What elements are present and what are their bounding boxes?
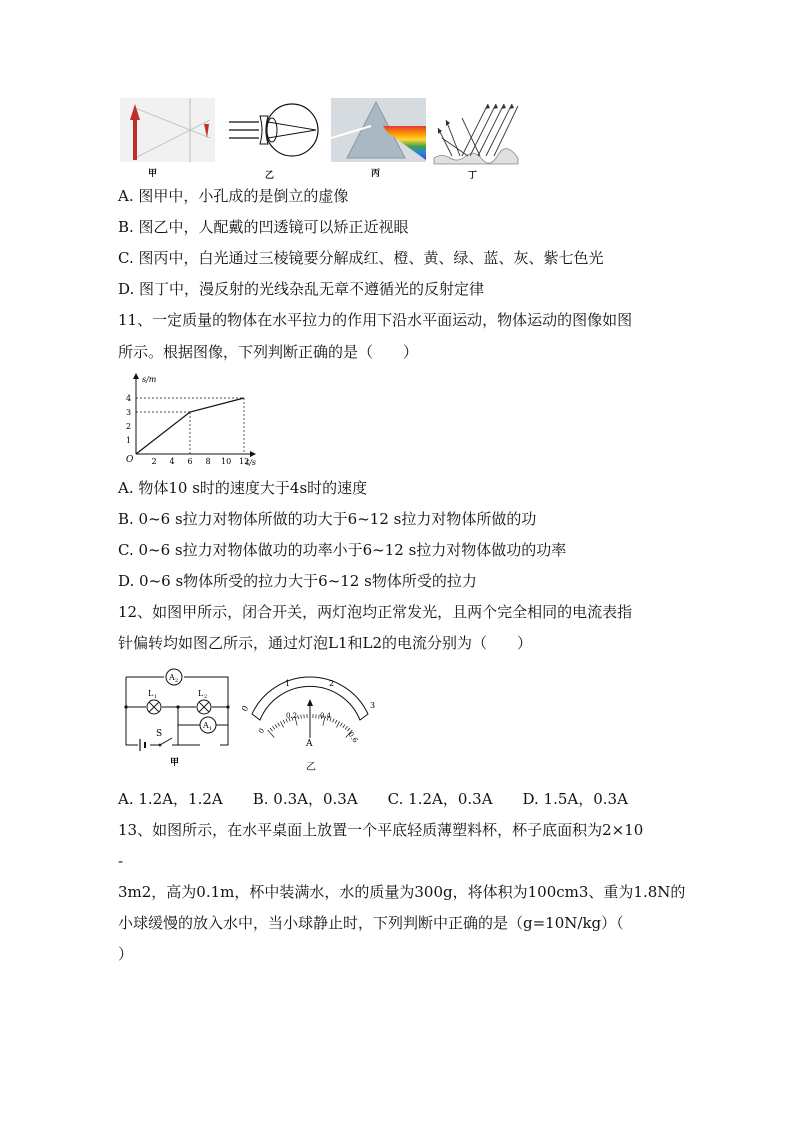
q11-option-b: B. 0~6 s拉力对物体所做的功大于6~12 s拉力对物体所做的功	[118, 510, 537, 528]
figure-circuit-jia	[120, 665, 240, 773]
q12-stem-line2: 针偏转均如图乙所示，通过灯泡L1和L2的电流分别为（ ）	[118, 634, 533, 652]
meter-top-1: 1	[285, 679, 291, 688]
meter-tick	[275, 724, 277, 727]
ammeter-a1-sub: 1	[209, 726, 213, 732]
q10-option-d: D. 图丁中，漫反射的光线杂乱无章不遵循光的反射定律	[118, 280, 485, 298]
ammeter-a1-label: A	[203, 721, 209, 730]
figure-jia-pinhole	[120, 98, 215, 178]
meter-tick	[283, 720, 285, 724]
figure-yi-eye-lens	[224, 100, 324, 180]
switch-label: S	[156, 729, 163, 739]
lamp-l2-label: L	[198, 689, 204, 698]
meter-bottom-0: 0	[257, 726, 267, 736]
meter-tick	[336, 721, 339, 727]
x-tick-label: 8	[205, 457, 211, 466]
lamp-l1-label: L	[148, 689, 154, 698]
meter-tick	[347, 728, 349, 731]
figure-ding-diffuse-reflection	[432, 98, 522, 180]
x-tick-label: 12	[239, 457, 250, 466]
meter-tick	[345, 726, 347, 729]
q13-line5: ）	[118, 945, 134, 963]
meter-bottom-3: 0.6	[346, 730, 360, 745]
x-tick-label: 10	[221, 457, 232, 466]
q13-line2: -	[118, 852, 124, 870]
q10-option-b: B. 图乙中，人配戴的凹透镜可以矫正近视眼	[118, 218, 409, 236]
x-axis-label: t/s	[246, 458, 257, 467]
q11-option-a: A. 物体10 s时的速度大于4s时的速度	[118, 479, 368, 497]
meter-top-0: 0	[240, 704, 251, 713]
q13-line4: 小球缓慢的放入水中，当小球静止时，下列判断中正确的是（g=10N/kg）（	[118, 914, 624, 932]
figure-jia-caption: 甲	[148, 169, 158, 178]
meter-top-2: 2	[329, 679, 335, 688]
x-tick-label: 6	[187, 457, 193, 466]
meter-bottom-1: 0.2	[286, 712, 298, 720]
q11-option-c: C. 0~6 s拉力对物体做功的功率小于6~12 s拉力对物体做功的功率	[118, 541, 567, 559]
q11-option-d: D. 0~6 s物体所受的拉力大于6~12 s物体所受的拉力	[118, 572, 477, 590]
x-tick-label: 4	[169, 457, 175, 466]
meter-bottom-2: 0.4	[320, 712, 332, 720]
meter-tick	[335, 720, 337, 724]
meter-tick	[270, 728, 272, 731]
q12-options: A. 1.2A，1.2A B. 0.3A，0.3A C. 1.2A，0.3A D. 1.5A，0.3A	[118, 790, 628, 808]
ammeter-a2-sub: 2	[175, 678, 179, 684]
meter-tick	[280, 721, 283, 727]
y-axis-arrow	[133, 373, 139, 379]
meter-tick	[343, 724, 345, 727]
q11-st-graph	[120, 370, 260, 468]
meter-symbol: A	[306, 739, 313, 749]
meter-caption: 乙	[306, 762, 316, 773]
figure-bing-caption: 丙	[371, 169, 381, 178]
x-axis-arrow	[250, 451, 256, 457]
meter-tick	[340, 723, 342, 726]
figure-ammeter-yi	[240, 672, 380, 778]
y-tick-label: 3	[126, 408, 132, 417]
q10-option-a: A. 图甲中，小孔成的是倒立的虚像	[118, 187, 349, 205]
q11-stem-line2: 所示。根据图像，下列判断正确的是（ ）	[118, 343, 419, 361]
meter-tick	[301, 715, 302, 719]
lamp-l1-sub: 1	[154, 694, 158, 700]
y-axis-label: s/m	[142, 375, 157, 384]
meter-tick	[268, 730, 275, 738]
q10-option-c: C. 图丙中，白光通过三棱镜要分解成红、橙、黄、绿、蓝、灰、紫七色光	[118, 249, 604, 267]
meter-tick	[278, 723, 280, 726]
figure-ding-caption: 丁	[468, 171, 478, 180]
y-tick-label: 4	[126, 394, 132, 403]
q13-line3: 3m2，高为0.1m，杯中装满水，水的质量为300g，将体积为100cm3、重为1.8N的	[118, 883, 686, 901]
q12-stem-line1: 12、如图甲所示，闭合开关，两灯泡均正常发光，且两个完全相同的电流表指	[118, 603, 633, 621]
q13-line1: 13、如图所示，在水平桌面上放置一个平底轻质薄塑料杯，杯子底面积为2×10	[118, 821, 644, 839]
figure-yi-caption: 乙	[265, 171, 275, 180]
meter-tick	[272, 726, 274, 729]
x-tick-label: 2	[151, 457, 157, 466]
circuit-caption: 甲	[170, 758, 180, 768]
y-tick-label: 1	[126, 436, 132, 445]
meter-tick	[333, 719, 335, 723]
meter-top-3: 3	[370, 701, 376, 710]
lamp-l2-sub: 2	[204, 694, 208, 700]
origin-label: O	[126, 455, 134, 465]
ammeter-a2-label: A	[169, 673, 175, 682]
meter-tick	[298, 715, 299, 719]
q11-stem-line1: 11、一定质量的物体在水平拉力的作用下沿水平面运动，物体运动的图像如图	[118, 311, 633, 329]
y-tick-label: 2	[126, 422, 132, 431]
figure-bing-prism	[331, 98, 426, 178]
